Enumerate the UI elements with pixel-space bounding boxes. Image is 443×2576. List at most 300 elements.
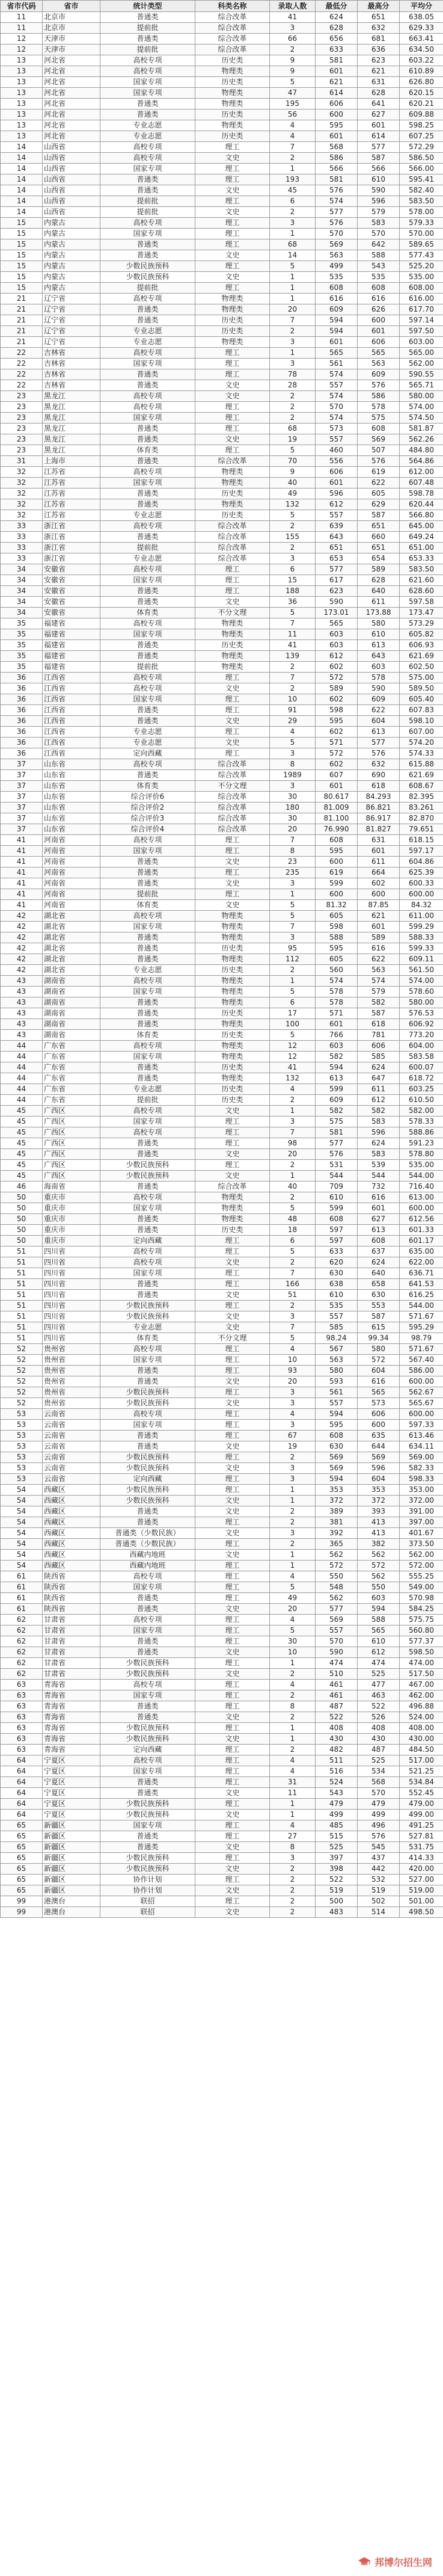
cell-subject: 文史 [195,1398,270,1409]
cell-province-code: 64 [1,1788,43,1799]
cell-max-score: 477 [358,1680,400,1690]
cell-min-score: 531 [316,1160,358,1171]
cell-subject: 理工 [195,1690,270,1701]
header-min-score: 最低分 [316,1,358,12]
table-row [1,77,443,88]
cell-avg-score: 602.50 [400,662,443,673]
cell-province: 江西省 [43,738,100,748]
cell-province-code: 34 [1,586,43,597]
table-row [1,1615,443,1625]
cell-province: 广西区 [43,1127,100,1138]
cell-subject: 文史 [195,1496,270,1506]
cell-stat-type: 普通类 [100,1290,195,1301]
cell-stat-type: 普通类 [100,499,195,510]
cell-province-code: 41 [1,846,43,857]
cell-admitted: 1 [270,283,316,294]
table-row [1,618,443,629]
cell-subject: 文史 [195,1528,270,1539]
cell-stat-type: 高校专项 [100,1615,195,1625]
cell-province: 河北省 [43,99,100,109]
table-row [1,553,443,564]
cell-avg-score: 83.261 [400,803,443,813]
cell-province-code: 37 [1,792,43,803]
table-row [1,174,443,185]
cell-subject: 理工 [195,1799,270,1810]
cell-province: 内蒙古 [43,283,100,294]
cell-province-code: 99 [1,1896,43,1907]
cell-admitted: 1 [270,1561,316,1571]
cell-admitted: 4 [270,1571,316,1582]
cell-province-code: 42 [1,932,43,943]
table-row [1,142,443,153]
cell-admitted: 2 [270,1907,316,1918]
cell-min-score: 524 [316,1777,358,1788]
cell-province-code: 22 [1,369,43,380]
cell-province-code: 31 [1,456,43,467]
table-row [1,1073,443,1084]
cell-province-code: 33 [1,521,43,532]
cell-max-score: 651 [358,12,400,23]
cell-stat-type: 普通类 [100,304,195,315]
cell-stat-type: 少数民族预科 [100,1853,195,1864]
cell-province: 福建省 [43,618,100,629]
cell-max-score: 570 [358,1788,400,1799]
watermark-text: 邦博尔招生网 [374,2557,432,2568]
cell-province: 辽宁省 [43,294,100,304]
cell-min-score: 372 [316,1496,358,1506]
cell-admitted: 5 [270,987,316,997]
cell-admitted: 1 [270,889,316,900]
cell-admitted: 1 [270,1485,316,1496]
cell-province: 云南省 [43,1420,100,1431]
table-row [1,997,443,1008]
table-row [1,1257,443,1268]
cell-max-score: 606 [358,1041,400,1052]
cell-avg-score: 611.00 [400,911,443,922]
cell-stat-type: 少数民族预科 [100,1452,195,1463]
cell-subject: 物理类 [195,478,270,488]
cell-stat-type: 少数民族预科 [100,1301,195,1311]
cell-admitted: 4 [270,1084,316,1095]
cell-province: 甘肃省 [43,1658,100,1669]
table-row [1,1355,443,1366]
cell-stat-type: 高校专项 [100,564,195,575]
cell-avg-score: 575.00 [400,673,443,683]
cell-avg-score: 577.43 [400,250,443,261]
cell-province: 青海省 [43,1745,100,1755]
cell-avg-score: 613.00 [400,1192,443,1203]
cell-avg-score: 353.00 [400,1485,443,1496]
cell-min-score: 568 [316,142,358,153]
cell-admitted: 100 [270,1019,316,1030]
cell-province-code: 43 [1,997,43,1008]
cell-subject: 文史 [195,1441,270,1452]
cell-province: 新疆区 [43,1853,100,1864]
cell-province: 广东省 [43,1095,100,1106]
cell-admitted: 15 [270,575,316,586]
cell-province-code: 32 [1,488,43,499]
cell-stat-type: 普通类 [100,1701,195,1712]
cell-admitted: 47 [270,88,316,99]
cell-min-score: 656 [316,34,358,45]
table-row [1,66,443,77]
cell-province: 新疆区 [43,1842,100,1853]
cell-max-score: 637 [358,1246,400,1257]
cell-province-code: 51 [1,1333,43,1344]
cell-avg-score: 609.88 [400,109,443,120]
table-row [1,12,443,23]
cell-stat-type: 综合评价2 [100,803,195,813]
cell-max-score: 596 [358,196,400,207]
cell-admitted: 3 [270,1474,316,1485]
table-row [1,1095,443,1106]
cell-subject: 理工 [195,1896,270,1907]
cell-min-score: 653 [316,553,358,564]
cell-max-score: 577 [358,738,400,748]
cell-stat-type: 体育类 [100,1030,195,1041]
cell-avg-score: 609.11 [400,954,443,965]
cell-subject: 历史类 [195,1062,270,1073]
cell-province: 福建省 [43,662,100,673]
cell-subject: 历史类 [195,1084,270,1095]
cell-admitted: 7 [270,835,316,846]
cell-subject: 理工 [195,1582,270,1593]
cell-min-score: 562 [316,1593,358,1604]
cell-province-code: 15 [1,261,43,272]
cell-subject: 文史 [195,1712,270,1723]
cell-admitted: 41 [270,640,316,651]
cell-stat-type: 高校专项 [100,294,195,304]
cell-avg-score: 629.33 [400,23,443,34]
cell-admitted: 95 [270,943,316,954]
cell-admitted: 9 [270,66,316,77]
cell-province: 黑龙江 [43,424,100,434]
cell-min-score: 617 [316,575,358,586]
cell-province-code: 64 [1,1777,43,1788]
cell-admitted: 1 [270,164,316,174]
cell-max-score: 576 [358,1831,400,1842]
cell-admitted: 2 [270,1452,316,1463]
cell-admitted: 5 [270,1203,316,1214]
cell-min-score: 398 [316,1864,358,1875]
cell-province: 广西区 [43,1138,100,1149]
cell-admitted: 5 [270,1333,316,1344]
cell-admitted: 4 [270,1755,316,1766]
cell-province-code: 53 [1,1463,43,1474]
cell-admitted: 5 [270,1625,316,1636]
cell-province: 重庆市 [43,1236,100,1246]
cell-province-code: 52 [1,1355,43,1366]
cell-province-code: 65 [1,1853,43,1864]
table-row [1,1712,443,1723]
cell-province-code: 44 [1,1084,43,1095]
cell-stat-type: 少数民族预科 [100,1864,195,1875]
cell-max-score: 587 [358,510,400,521]
cell-avg-score: 549.00 [400,1582,443,1593]
cell-province-code: 54 [1,1485,43,1496]
cell-avg-score: 635.00 [400,1246,443,1257]
cell-province-code: 45 [1,1149,43,1160]
cell-avg-score: 570.98 [400,1593,443,1604]
cell-admitted: 2 [270,1885,316,1896]
cell-admitted: 5 [270,900,316,911]
cell-province-code: 15 [1,239,43,250]
cell-min-score: 577 [316,564,358,575]
cell-stat-type: 西藏内地班 [100,1550,195,1561]
cell-admitted: 20 [270,1376,316,1387]
cell-min-score: 561 [316,1387,358,1398]
table-row [1,673,443,683]
cell-admitted: 188 [270,586,316,597]
cell-admitted: 3 [270,1463,316,1474]
cell-province-code: 42 [1,943,43,954]
cell-subject: 理工 [195,1279,270,1290]
cell-province: 湖北省 [43,911,100,922]
cell-max-score: 84.293 [358,792,400,803]
table-row [1,1506,443,1517]
cell-min-score: 572 [316,748,358,759]
cell-subject: 历史类 [195,77,270,88]
cell-province-code: 12 [1,34,43,45]
cell-stat-type: 普通类（少数民族） [100,1528,195,1539]
cell-max-score: 576 [358,456,400,467]
cell-min-score: 577 [316,207,358,218]
cell-min-score: 594 [316,1062,358,1073]
header-subject: 科类名称 [195,1,270,12]
cell-stat-type: 国家专项 [100,1766,195,1777]
cell-avg-score: 575.75 [400,1615,443,1625]
table-row [1,1084,443,1095]
table-row [1,1138,443,1149]
cell-stat-type: 普通类 [100,250,195,261]
table-row [1,1344,443,1355]
cell-province-code: 51 [1,1279,43,1290]
cell-min-score: 561 [316,359,358,369]
cell-subject: 综合改革 [195,803,270,813]
cell-province-code: 32 [1,467,43,478]
table-row [1,1149,443,1160]
cell-subject: 理工 [195,1636,270,1647]
cell-min-score: 614 [316,88,358,99]
cell-admitted: 48 [270,1214,316,1225]
table-row [1,932,443,943]
cell-max-score: 563 [358,965,400,976]
cell-province-code: 15 [1,229,43,239]
cell-subject: 理工 [195,1875,270,1885]
cell-min-score: 565 [316,348,358,359]
cell-province-code: 43 [1,1008,43,1019]
table-row [1,1788,443,1799]
table-row [1,597,443,608]
cell-avg-score: 625.39 [400,867,443,878]
table-row [1,283,443,294]
cell-admitted: 5 [270,510,316,521]
table-row [1,1030,443,1041]
cell-province: 江西省 [43,694,100,705]
cell-province-code: 45 [1,1127,43,1138]
cell-stat-type: 国家专项 [100,359,195,369]
cell-max-score: 545 [358,1842,400,1853]
cell-max-score: 600 [358,315,400,326]
cell-stat-type: 高校专项 [100,1192,195,1203]
cell-subject: 文史 [195,1290,270,1301]
cell-min-score: 474 [316,1658,358,1669]
cell-stat-type: 高校专项 [100,1106,195,1117]
cell-subject: 文史 [195,1885,270,1896]
cell-max-score: 640 [358,1268,400,1279]
cell-province: 湖南省 [43,1019,100,1030]
cell-avg-score: 600.07 [400,1062,443,1073]
cell-max-score: 572 [358,1561,400,1571]
cell-stat-type: 高校专项 [100,55,195,66]
table-row [1,1831,443,1842]
cell-max-score: 565 [358,348,400,359]
cell-min-score: 598 [316,705,358,716]
cell-max-score: 626 [358,304,400,315]
cell-subject: 理工 [195,1246,270,1257]
cell-admitted: 166 [270,1279,316,1290]
cell-subject: 物理类 [195,337,270,348]
table-row [1,272,443,283]
cell-max-score: 601 [358,120,400,131]
cell-stat-type: 普通类 [100,1842,195,1853]
cell-max-score: 611 [358,597,400,608]
cell-min-score: 525 [316,1842,358,1853]
cell-stat-type: 普通类 [100,174,195,185]
cell-province-code: 32 [1,510,43,521]
cell-max-score: 616 [358,1192,400,1203]
cell-stat-type: 国家专项 [100,987,195,997]
cell-admitted: 11 [270,1788,316,1799]
cell-subject: 综合改革 [195,813,270,824]
table-row [1,380,443,391]
cell-province: 浙江省 [43,543,100,553]
cell-admitted: 2 [270,1517,316,1528]
cell-max-score: 413 [358,1517,400,1528]
cell-avg-score: 579.33 [400,218,443,229]
cell-min-score: 499 [316,261,358,272]
cell-province-code: 37 [1,824,43,835]
cell-stat-type: 提前批 [100,45,195,55]
cell-avg-score: 606.93 [400,640,443,651]
cell-max-score: 522 [358,1701,400,1712]
cell-min-score: 581 [316,55,358,66]
cell-min-score: 567 [316,1344,358,1355]
cell-stat-type: 少数民族预科 [100,1485,195,1496]
cell-subject: 物理类 [195,662,270,673]
cell-province-code: 99 [1,1907,43,1918]
cell-max-score: 624 [358,1257,400,1268]
cell-stat-type: 高校专项 [100,835,195,846]
cell-subject: 文史 [195,1550,270,1561]
cell-province-code: 15 [1,250,43,261]
cell-subject: 历史类 [195,55,270,66]
cell-max-score: 614 [358,131,400,142]
cell-min-score: 610 [316,1192,358,1203]
cell-admitted: 4 [270,1344,316,1355]
cell-subject: 文史 [195,207,270,218]
cell-subject: 物理类 [195,618,270,629]
cell-avg-score: 430.00 [400,1734,443,1745]
cell-province: 安徽省 [43,575,100,586]
table-row [1,1485,443,1496]
cell-avg-score: 600.00 [400,1203,443,1214]
table-row [1,131,443,142]
cell-avg-score: 636.71 [400,1268,443,1279]
cell-stat-type: 国家专项 [100,1117,195,1127]
cell-subject: 理工 [195,1571,270,1582]
cell-stat-type: 普通类 [100,109,195,120]
cell-max-score: 603 [358,1593,400,1604]
cell-admitted: 56 [270,109,316,120]
cell-province: 青海省 [43,1690,100,1701]
cell-stat-type: 普通类 [100,1831,195,1842]
cell-avg-score: 98.79 [400,1333,443,1344]
cell-admitted: 2 [270,1160,316,1171]
cell-stat-type: 体育类 [100,900,195,911]
cell-min-score: 80.617 [316,792,358,803]
cell-avg-score: 420.00 [400,1864,443,1875]
cell-subject: 历史类 [195,131,270,142]
cell-subject: 文史 [195,1322,270,1333]
cell-avg-score: 467.00 [400,1680,443,1690]
cell-province-code: 42 [1,922,43,932]
cell-max-score: 393 [358,1506,400,1517]
cell-min-score: 392 [316,1528,358,1539]
cell-province: 四川省 [43,1322,100,1333]
table-row [1,1517,443,1528]
cell-province: 湖北省 [43,954,100,965]
cell-province: 安徽省 [43,608,100,618]
cell-province-code: 11 [1,23,43,34]
cell-min-score: 98.24 [316,1333,358,1344]
cell-stat-type: 普通类 [100,1008,195,1019]
cell-stat-type: 普通类 [100,185,195,196]
cell-province: 西藏区 [43,1496,100,1506]
cell-province: 西藏区 [43,1485,100,1496]
cell-avg-score: 569.00 [400,1452,443,1463]
cell-province: 广东省 [43,1052,100,1062]
cell-province: 山东省 [43,781,100,792]
cell-province: 四川省 [43,1257,100,1268]
cell-stat-type: 联招 [100,1907,195,1918]
cell-avg-score: 588.33 [400,932,443,943]
cell-max-score: 627 [358,109,400,120]
cell-min-score: 601 [316,478,358,488]
cell-min-score: 616 [316,294,358,304]
cell-max-score: 622 [358,705,400,716]
cell-min-score: 522 [316,1712,358,1723]
cell-min-score: 607 [316,770,358,781]
cell-stat-type: 高校专项 [100,521,195,532]
cell-admitted: 10 [270,1355,316,1366]
cell-min-score: 557 [316,1625,358,1636]
cell-stat-type: 普通类 [100,12,195,23]
cell-stat-type: 高校专项 [100,153,195,164]
cell-province: 宁夏区 [43,1755,100,1766]
table-row [1,878,443,889]
table-row [1,1062,443,1073]
table-row [1,521,443,532]
cell-admitted: 3 [270,553,316,564]
cell-subject: 理工 [195,1820,270,1831]
cell-avg-score: 531.75 [400,1842,443,1853]
cell-province-code: 61 [1,1593,43,1604]
cell-subject: 理工 [195,1431,270,1441]
cell-min-score: 576 [316,1149,358,1160]
table-row [1,1290,443,1301]
site-watermark [358,2555,432,2569]
